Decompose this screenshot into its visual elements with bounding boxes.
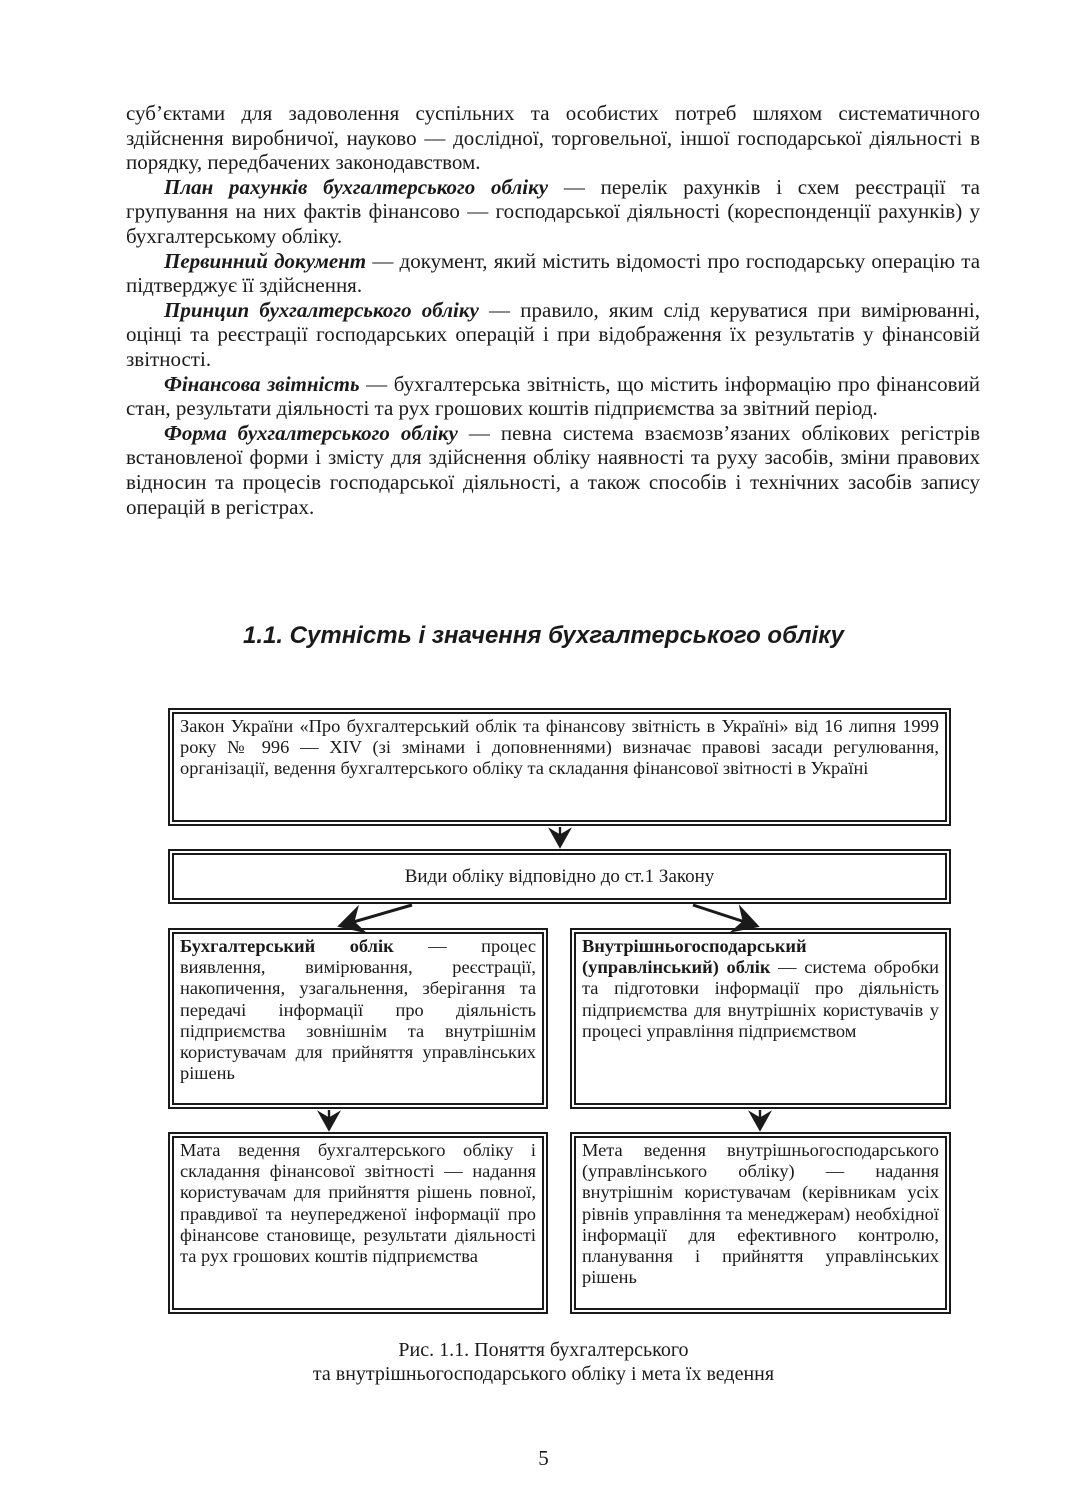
financial-accounting-definition	[180, 936, 536, 1084]
definition-term: Фінансова звітність	[164, 371, 360, 396]
caption-line-1: Рис. 1.1. Поняття бухгалтерського	[398, 1339, 689, 1361]
management-accounting-goal-text: Мета ведення внутрішньогосподарського (управлінського обліку) — надання внутрішнім користувачам (керівникам усіх рівнів управління та менеджерам) необхідної інформації для ефективного контролю, планування і прийняття управлінських рішень	[582, 1140, 939, 1288]
arrow-types-to-management	[693, 905, 754, 925]
definition-text: — перелік рахунків і схем реєстрації та групування на них фактів фінансово — господарської діяльності (кореспонденції рахунків) у бухгалтерському обліку.	[126, 174, 980, 248]
management-accounting-term: Внутрішньогосподарський (управлінський) облік	[582, 936, 807, 978]
definition-term: План рахунків бухгалтерського обліку	[164, 174, 549, 199]
management-accounting-goal-box	[570, 1132, 951, 1314]
definition-term: Первинний документ	[164, 248, 367, 273]
definition-term: Принцип бухгалтерського обліку	[164, 297, 479, 322]
definition-text: — певна система взаємозв’язаних облікових регістрів встановленої форми і змісту для здійснення обліку наявності та руху засобів, зміни правових відносин та процесів господарської діяльності, а також способів і технічних засобів запису операцій в регістрах.	[126, 420, 980, 519]
definition-text: — бухгалтерська звітність, що містить інформацію про фінансовий стан, результати діяльності та рух грошових коштів підприємства за звітний період.	[126, 371, 980, 421]
page-number: 5	[538, 1446, 549, 1470]
law-box	[168, 708, 951, 826]
management-accounting-box	[570, 928, 951, 1109]
definition-text: — документ, який містить відомості про господарську операцію та підтверджує її здійснення.	[126, 248, 981, 298]
financial-accounting-term: Бухгалтерський облік	[180, 936, 394, 956]
paragraph-text: суб’єктами для задоволення суспільних та особистих потреб шляхом систематичного здійснення виробничої, науково — дослідної, торговельної, іншої господарської діяльності в порядку, передбачених законодавством.	[126, 101, 980, 175]
definition-financial-statements	[126, 372, 980, 421]
definition-chart-of-accounts	[126, 175, 980, 249]
section-title: 1.1. Сутність і значення бухгалтерського обліку	[242, 622, 845, 649]
definition-accounting-principle	[126, 298, 980, 372]
accounting-types-box	[168, 849, 951, 904]
management-accounting-text: — система обробки та підготовки інформації про діяльність підприємства для внутрішніх користувачів у процесі управління підприємством	[582, 957, 939, 1041]
accounting-types-text: Види обліку відповідно до ст.1 Закону	[404, 865, 715, 887]
body-text	[126, 101, 980, 519]
law-text: Закон України «Про бухгалтерський облік та фінансову звітність в Україні» від 16 липня 1999 року № 996 — XIV (зі змінами і доповненнями) визначає правові засади регулювання, організації, ведення бухгалтерського обліку та складання фінансової звітності в Україні	[180, 716, 939, 779]
financial-accounting-text: — процес виявлення, вимірювання, реєстрації, накопичення, узагальнення, зберігання та передачі інформації про діяльність підприємства зовнішнім та внутрішнім користувачам для прийняття управлінських рішень	[180, 936, 536, 1084]
definition-accounting-form	[126, 421, 980, 519]
figure-caption	[0, 1338, 1087, 1386]
financial-accounting-goal-text: Мата ведення бухгалтерського обліку і складання фінансової звітності — надання користувачам для прийняття рішень повної, правдивої та неупередженої інформації про фінансове становище, результати діяльності та рух грошових коштів підприємства	[180, 1140, 536, 1267]
definition-term: Форма бухгалтерського обліку	[164, 420, 458, 445]
management-accounting-definition	[582, 936, 939, 1042]
financial-accounting-goal-box	[168, 1132, 548, 1314]
definition-text: — правило, яким слід керуватися при вимірюванні, оцінці та реєстрації господарських операцій і при відображення їх результатів у фінансовій звітності.	[126, 297, 980, 371]
arrow-types-to-financial	[343, 905, 412, 925]
caption-line-2: та внутрішньогосподарського обліку і мета їх ведення	[312, 1363, 775, 1385]
financial-accounting-box	[168, 928, 548, 1109]
definition-primary-document	[126, 249, 980, 298]
paragraph-continuation	[126, 101, 980, 175]
